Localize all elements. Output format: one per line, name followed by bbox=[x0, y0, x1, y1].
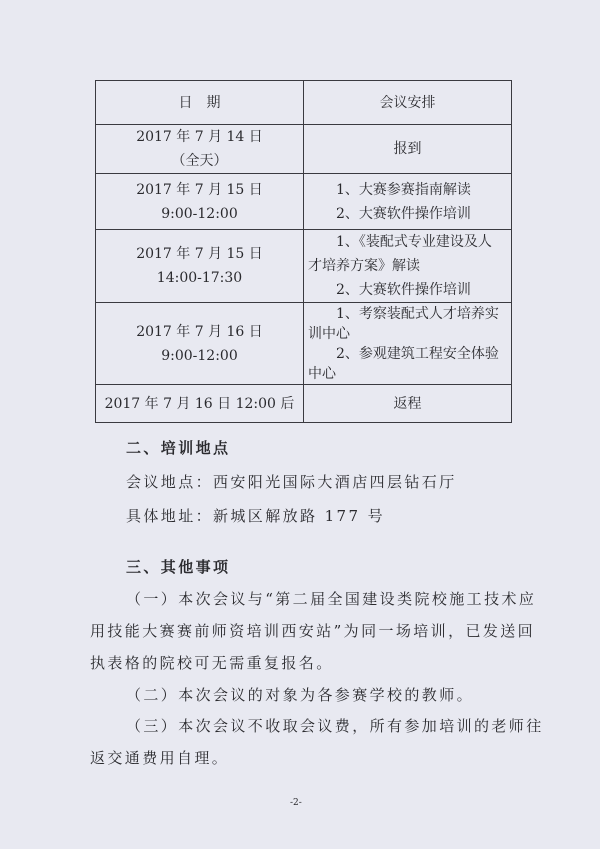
date-cell bbox=[96, 230, 304, 303]
table-row bbox=[96, 385, 512, 423]
agenda-cell: 返程 bbox=[304, 385, 512, 423]
agenda-item: 训中心 bbox=[308, 325, 350, 342]
agenda-item: 1、《装配式专业建设及人 bbox=[336, 234, 492, 250]
date-cell: 2017 年 7 月 16 日 12:00 后 bbox=[96, 385, 304, 423]
section-heading-location: 二、培训地点 bbox=[126, 439, 231, 457]
agenda-cell bbox=[304, 303, 512, 385]
time-text: 9:00-12:00 bbox=[161, 205, 238, 222]
agenda-item: 2、大赛软件操作培训 bbox=[336, 282, 471, 298]
date-cell bbox=[96, 174, 304, 230]
schedule-table bbox=[95, 80, 512, 423]
date-text: 2017 年 7 月 14 日 bbox=[136, 129, 263, 145]
time-text: 9:00-12:00 bbox=[161, 347, 238, 364]
section-heading-other: 三、其他事项 bbox=[126, 558, 231, 576]
agenda-item: 才培养方案》解读 bbox=[308, 258, 420, 274]
agenda-item: 1、考察装配式人才培养实 bbox=[336, 305, 499, 322]
header-date: 日 期 bbox=[96, 81, 304, 125]
agenda-item: 1、大赛参赛指南解读 bbox=[336, 181, 471, 198]
agenda-cell: 报到 bbox=[304, 125, 512, 174]
paragraph-line: （一）本次会议与“第二届全国建设类院校施工技术应 bbox=[126, 590, 537, 608]
date-cell bbox=[96, 303, 304, 385]
paragraph-line: 返交通费用自理。 bbox=[90, 749, 230, 767]
date-text: 2017 年 7 月 16 日 bbox=[136, 323, 263, 340]
date-cell bbox=[96, 125, 304, 174]
table-row bbox=[96, 230, 512, 303]
page-number: -2- bbox=[290, 798, 302, 808]
table-header-row bbox=[96, 81, 512, 125]
agenda-item: 中心 bbox=[308, 365, 336, 382]
header-agenda: 会议安排 bbox=[304, 81, 512, 125]
paragraph-line: （二）本次会议的对象为各参赛学校的教师。 bbox=[126, 686, 475, 704]
paragraph-line: 用技能大赛赛前师资培训西安站”为同一场培训，已发送回 bbox=[90, 622, 536, 640]
agenda-item: 2、大赛软件操作培训 bbox=[336, 205, 471, 222]
agenda-item: 2、参观建筑工程安全体验 bbox=[336, 345, 499, 362]
date-text: 2017 年 7 月 15 日 bbox=[136, 246, 263, 262]
paragraph-line: 执表格的院校可无需重复报名。 bbox=[90, 654, 334, 672]
table-row bbox=[96, 303, 512, 385]
date-text: 2017 年 7 月 15 日 bbox=[136, 181, 263, 198]
table-row bbox=[96, 174, 512, 230]
agenda-cell bbox=[304, 174, 512, 230]
table-row bbox=[96, 125, 512, 174]
venue-text: 会议地点：西安阳光国际大酒店四层钻石厅 bbox=[126, 473, 457, 491]
agenda-cell bbox=[304, 230, 512, 303]
address-text: 具体地址：新城区解放路 177 号 bbox=[126, 507, 385, 525]
time-text: （全天） bbox=[171, 153, 228, 169]
paragraph-line: （三）本次会议不收取会议费，所有参加培训的老师往 bbox=[126, 717, 544, 735]
time-text: 14:00-17:30 bbox=[156, 270, 243, 286]
